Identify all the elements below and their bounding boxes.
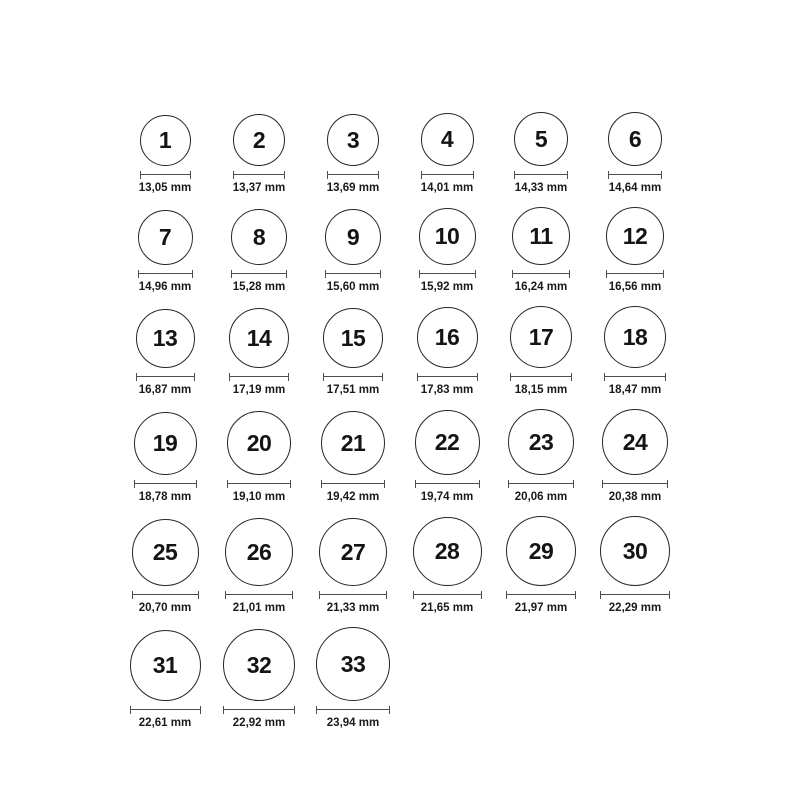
diameter-label: 22,61 mm	[138, 717, 192, 729]
ring-size-item	[494, 207, 588, 293]
ring-size-number: 25	[152, 539, 178, 565]
ring-size-item	[306, 518, 400, 614]
ring-circle	[606, 207, 664, 265]
diameter-measure-line	[231, 270, 287, 278]
ring-circle	[132, 519, 199, 586]
diameter-label: 21,65 mm	[420, 602, 474, 614]
diameter-label: 18,15 mm	[514, 384, 568, 396]
ring-circle	[321, 411, 385, 475]
ring-size-number: 5	[534, 125, 548, 152]
ring-size-number: 16	[434, 324, 460, 350]
ring-size-item	[400, 307, 494, 396]
ring-size-item	[212, 209, 306, 293]
ring-size-number: 20	[246, 429, 272, 456]
diameter-label: 16,56 mm	[608, 281, 662, 293]
ring-circle	[136, 309, 195, 368]
ring-circle	[417, 307, 478, 368]
ring-circle	[134, 412, 197, 475]
ring-size-item	[400, 517, 494, 614]
ring-circle	[514, 112, 568, 166]
diameter-measure-line	[602, 480, 668, 488]
ring-circle	[323, 308, 383, 368]
ring-size-row	[118, 409, 682, 503]
ring-size-item	[118, 309, 212, 396]
diameter-measure-line	[419, 270, 476, 278]
ring-size-number: 11	[529, 222, 553, 249]
ring-size-item	[306, 627, 400, 729]
diameter-measure-line	[604, 373, 666, 381]
ring-size-item	[306, 209, 400, 293]
ring-size-item	[400, 208, 494, 293]
ring-size-item	[118, 210, 212, 293]
ring-circle	[604, 306, 666, 368]
ring-circle	[138, 210, 193, 265]
ring-size-item	[212, 629, 306, 729]
ring-size-number: 23	[528, 428, 554, 455]
diameter-measure-line	[319, 591, 387, 599]
diameter-measure-line	[514, 171, 568, 179]
ring-size-chart	[118, 0, 682, 729]
ring-circle	[325, 209, 381, 265]
diameter-measure-line	[417, 373, 478, 381]
ring-size-number: 12	[622, 222, 648, 249]
diameter-label: 15,28 mm	[232, 281, 286, 293]
ring-size-item	[118, 412, 212, 503]
ring-size-item	[494, 409, 588, 503]
diameter-measure-line	[138, 270, 193, 278]
diameter-label: 22,92 mm	[232, 717, 286, 729]
ring-circle	[600, 516, 670, 586]
diameter-measure-line	[132, 591, 199, 599]
ring-circle	[415, 410, 480, 475]
ring-size-number: 14	[246, 324, 272, 351]
ring-circle	[316, 627, 390, 701]
ring-size-item	[588, 207, 682, 293]
ring-size-number: 28	[434, 538, 460, 564]
diameter-label: 15,60 mm	[326, 281, 380, 293]
diameter-label: 18,78 mm	[138, 491, 192, 503]
diameter-measure-line	[512, 270, 570, 278]
diameter-measure-line	[233, 171, 285, 179]
ring-size-item	[212, 518, 306, 614]
ring-size-item	[494, 516, 588, 614]
ring-size-number: 1	[158, 127, 172, 153]
diameter-measure-line	[508, 480, 574, 488]
ring-circle	[602, 409, 668, 475]
diameter-label: 20,70 mm	[138, 602, 192, 614]
ring-size-item	[306, 114, 400, 194]
ring-size-number: 21	[340, 429, 366, 456]
ring-size-item	[494, 306, 588, 396]
diameter-label: 23,94 mm	[326, 717, 380, 729]
diameter-measure-line	[136, 373, 195, 381]
diameter-measure-line	[130, 706, 201, 714]
ring-size-number: 22	[434, 429, 460, 455]
diameter-measure-line	[606, 270, 664, 278]
diameter-measure-line	[415, 480, 480, 488]
ring-circle	[140, 115, 191, 166]
ring-circle	[231, 209, 287, 265]
ring-circle	[130, 630, 201, 701]
diameter-measure-line	[506, 591, 576, 599]
ring-size-number: 3	[346, 126, 360, 153]
diameter-label: 13,37 mm	[232, 182, 286, 194]
ring-circle	[233, 114, 285, 166]
ring-circle	[413, 517, 482, 586]
ring-circle	[327, 114, 379, 166]
ring-size-row	[118, 306, 682, 396]
ring-size-number: 17	[528, 323, 554, 350]
diameter-measure-line	[227, 480, 291, 488]
ring-circle	[608, 112, 662, 166]
ring-size-item	[118, 115, 212, 194]
diameter-measure-line	[140, 171, 191, 179]
ring-size-number: 8	[252, 223, 266, 250]
diameter-measure-line	[321, 480, 385, 488]
diameter-label: 16,87 mm	[138, 384, 192, 396]
ring-circle	[510, 306, 572, 368]
ring-size-number: 32	[246, 651, 272, 678]
diameter-label: 18,47 mm	[608, 384, 662, 396]
ring-size-row	[118, 207, 682, 293]
ring-size-item	[494, 112, 588, 194]
ring-size-number: 31	[152, 652, 178, 678]
ring-size-number: 27	[340, 538, 366, 565]
ring-circle	[508, 409, 574, 475]
diameter-label: 19,74 mm	[420, 491, 474, 503]
ring-size-item	[588, 306, 682, 396]
diameter-label: 21,01 mm	[232, 602, 286, 614]
diameter-label: 21,33 mm	[326, 602, 380, 614]
ring-size-row	[118, 112, 682, 194]
ring-size-number: 18	[622, 323, 648, 350]
diameter-label: 13,05 mm	[138, 182, 192, 194]
ring-size-item	[118, 519, 212, 614]
ring-size-number: 13	[152, 325, 178, 351]
ring-size-item	[212, 114, 306, 194]
ring-size-item	[400, 113, 494, 194]
ring-circle	[225, 518, 293, 586]
diameter-label: 17,19 mm	[232, 384, 286, 396]
diameter-measure-line	[600, 591, 670, 599]
ring-size-item	[306, 308, 400, 396]
ring-size-item	[588, 409, 682, 503]
ring-circle	[319, 518, 387, 586]
ring-size-item	[118, 630, 212, 729]
ring-size-number: 9	[346, 223, 360, 250]
diameter-label: 13,69 mm	[326, 182, 380, 194]
ring-size-number: 7	[158, 224, 172, 250]
ring-size-number: 2	[252, 126, 266, 153]
diameter-label: 22,29 mm	[608, 602, 662, 614]
diameter-label: 17,83 mm	[420, 384, 474, 396]
diameter-label: 21,97 mm	[514, 602, 568, 614]
diameter-measure-line	[608, 171, 662, 179]
ring-size-row	[118, 516, 682, 614]
diameter-measure-line	[325, 270, 381, 278]
ring-size-row	[118, 627, 682, 729]
diameter-measure-line	[510, 373, 572, 381]
ring-circle	[512, 207, 570, 265]
ring-size-number: 26	[246, 538, 272, 565]
diameter-measure-line	[316, 706, 390, 714]
diameter-label: 20,06 mm	[514, 491, 568, 503]
diameter-label: 19,10 mm	[232, 491, 286, 503]
diameter-label: 14,96 mm	[138, 281, 192, 293]
ring-size-item	[212, 411, 306, 503]
diameter-measure-line	[421, 171, 474, 179]
diameter-measure-line	[327, 171, 379, 179]
diameter-measure-line	[229, 373, 289, 381]
ring-size-number: 6	[628, 125, 642, 152]
ring-size-item	[400, 410, 494, 503]
ring-size-number: 30	[622, 537, 648, 564]
diameter-measure-line	[134, 480, 197, 488]
diameter-measure-line	[225, 591, 293, 599]
diameter-measure-line	[223, 706, 295, 714]
diameter-label: 16,24 mm	[514, 281, 568, 293]
ring-size-number: 19	[152, 430, 178, 456]
ring-size-number: 24	[622, 428, 648, 455]
diameter-label: 14,64 mm	[608, 182, 662, 194]
ring-size-item	[588, 516, 682, 614]
diameter-label: 14,01 mm	[420, 182, 474, 194]
ring-size-item	[588, 112, 682, 194]
ring-circle	[421, 113, 474, 166]
ring-size-number: 10	[434, 223, 460, 249]
ring-size-item	[306, 411, 400, 503]
diameter-label: 20,38 mm	[608, 491, 662, 503]
diameter-label: 14,33 mm	[514, 182, 568, 194]
diameter-label: 19,42 mm	[326, 491, 380, 503]
ring-circle	[506, 516, 576, 586]
diameter-measure-line	[413, 591, 482, 599]
diameter-measure-line	[323, 373, 383, 381]
ring-circle	[419, 208, 476, 265]
ring-circle	[223, 629, 295, 701]
diameter-label: 15,92 mm	[420, 281, 474, 293]
ring-size-number: 4	[440, 126, 454, 152]
ring-circle	[229, 308, 289, 368]
ring-circle	[227, 411, 291, 475]
ring-size-number: 29	[528, 537, 554, 564]
ring-size-number: 33	[340, 650, 366, 677]
diameter-label: 17,51 mm	[326, 384, 380, 396]
ring-size-item	[212, 308, 306, 396]
ring-size-number: 15	[340, 324, 366, 351]
